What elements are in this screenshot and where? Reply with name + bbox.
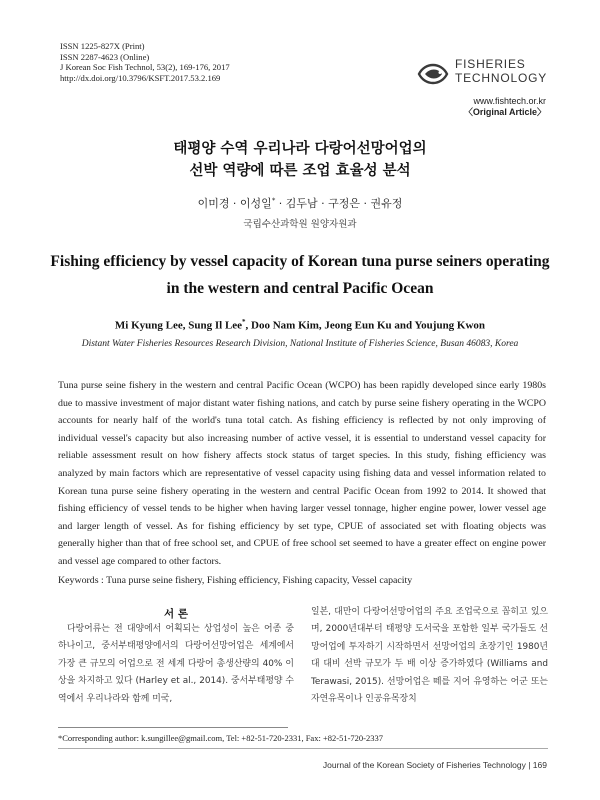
footnote-divider	[58, 727, 288, 728]
header-meta	[60, 41, 230, 83]
abstract: Tuna purse seine fishery in the western and central Pacific Ocean (WCPO) has been rapidly developed since early 1980s due to massive investment of major distant water fishing nations, and catch by purse seine fishery operating in the WCPO accounts for nearly half of the world's tuna total catch. As fishing efficiency is reflected by not only improving of individual vessel's capacity but also increasing number of active vessel, it is essential to understand vessel capacity for reliable assessment result on how fishery affects stock status of target species. In this study, fishing efficiency was analyzed by main factors which are representative of vessel capacity using fishing data and vessel information related to Korean tuna purse seine fishery operating in the western and central Pacific Ocean from 1992 to 2014. It showed that fishing efficiency of vessel tends to be higher when having larger vessel tonnage, higher engine power, lower vessel age and larger length of vessel. As for fishing efficiency by set type, CPUE of associated set with floating objects was generally higher than that of free school set, and CPUE of free school set seemed to have a greater effect on engine power and vessel age compared to other factors.	[58, 380, 546, 567]
fish-logo-icon	[415, 58, 451, 90]
korean-title-line2: 선박 역량에 따른 조업 효율성 분석	[189, 163, 411, 179]
english-authors-part2: , Doo Nam Kim, Jeong Eun Ku and Youjung Kwon	[245, 319, 486, 332]
english-authors	[0, 318, 600, 332]
english-authors-part1: Mi Kyung Lee, Sung Il Lee	[114, 319, 243, 332]
doi-link[interactable]: http://dx.doi.org/10.3796/KSFT.2017.53.2.169	[60, 72, 221, 83]
journal-footer: Journal of the Korean Society of Fisheries Technology | 169	[322, 760, 547, 770]
logo-line1: FISHERIES	[455, 57, 526, 71]
korean-title-line1: 태평양 수역 우리나라 다랑어선망어업의	[173, 141, 427, 157]
corresponding-footnote: *Corresponding author: k.sungillee@gmail.com, Tel: +82-51-720-2331, Fax: +82-51-720-2337	[58, 733, 383, 743]
english-affiliation: Distant Water Fisheries Resources Research Division, National Institute of Fisheries Science, Busan 46083, Korea	[81, 339, 519, 349]
body-column-left: 다랑어류는 전 대양에서 어획되는 상업성이 높은 어종 중 하나이고, 중서부태평양에서의 다랑어선망어업은 세계에서 가장 큰 규모의 어업으로 전 세계 다랑어 총생산량의 40% 이상을 차지하고 있다 (Harley et al., 2014). 중서부태평양 수역에서 우리나라와 함께 미국,	[58, 624, 294, 704]
article-type: 〈Original Article〉	[463, 107, 546, 117]
logo-line2: TECHNOLOGY	[455, 71, 548, 85]
corresponding-mark-en: *	[242, 318, 246, 326]
issn-online: ISSN 2287-4623 (Online)	[60, 51, 150, 62]
journal-website[interactable]: www.fishtech.or.kr	[473, 96, 546, 106]
footer-divider	[58, 748, 548, 749]
body-column-right: 일본, 대만이 다랑어선망어업의 주요 조업국으로 꼽히고 있으며, 2000년대부터 태평양 도서국을 포함한 일부 국가들도 선망어업에 투자하기 시작하면서 선망어업의 초장기인 1980년대 대비 선박 규모가 두 배 이상 증가하였다 (Williams and Terawasi, 2015). 선망어업은 떼를 지어 유영하는 어군 또는 자연유목이나 인공유목장치	[311, 607, 548, 705]
english-title-line2: in the western and central Pacific Ocean	[166, 280, 434, 297]
korean-authors-part1: 이미경 · 이성일	[197, 197, 272, 210]
section-title: 서 론	[164, 608, 188, 620]
english-title-line1: Fishing efficiency by vessel capacity of Korean tuna purse seiners operating	[50, 253, 550, 270]
journal-logo	[415, 57, 548, 92]
keywords: Keywords : Tuna purse seine fishery, Fishing efficiency, Fishing capacity, Vessel capacity	[58, 575, 413, 586]
citation: J Korean Soc Fish Technol, 53(2), 169-176, 2017	[60, 62, 230, 73]
issn-print: ISSN 1225-827X (Print)	[60, 41, 145, 51]
korean-affiliation: 국립수산과학원 원양자원과	[243, 219, 357, 230]
corresponding-mark: *	[271, 196, 276, 205]
korean-authors	[0, 195, 600, 211]
korean-authors-part2: · 김두남 · 구정은 · 권유정	[275, 197, 403, 210]
